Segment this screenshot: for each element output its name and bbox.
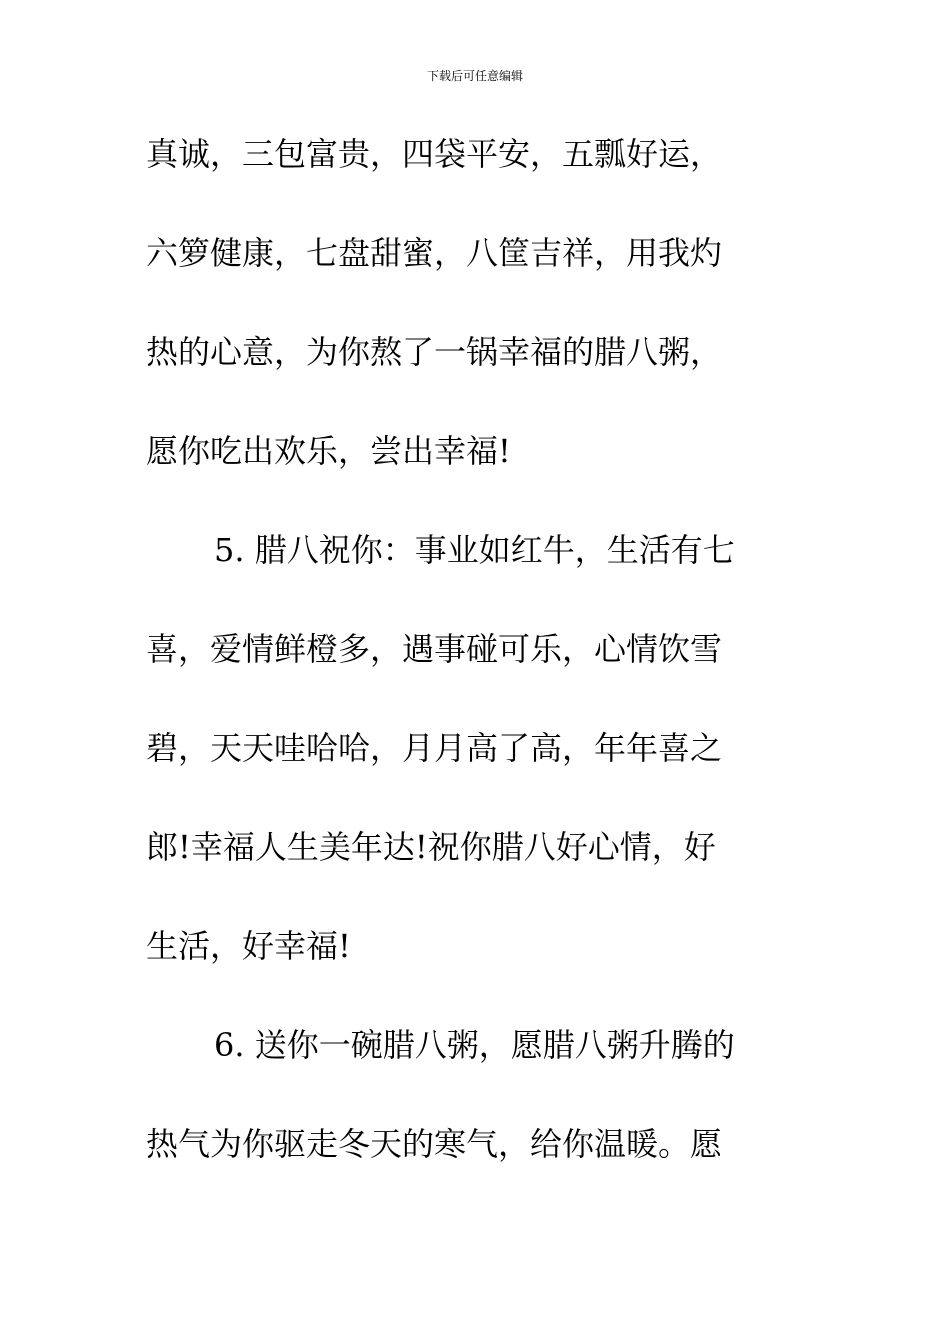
- paragraph-start-line: 5. 腊八祝你：事业如红牛，生活有七: [214, 531, 735, 569]
- text-line: 热气为你驱走冬天的寒气，给你温暖。愿: [146, 1125, 723, 1163]
- text-line: 碧，天天哇哈哈，月月高了高，年年喜之: [146, 729, 723, 767]
- text-line: 喜，爱情鲜橙多，遇事碰可乐，心情饮雪: [146, 630, 723, 668]
- text-line: 愿你吃出欢乐，尝出幸福!: [146, 432, 511, 470]
- document-body: [146, 124, 806, 1213]
- text-line: 六箩健康，七盘甜蜜，八筐吉祥，用我灼: [146, 234, 723, 272]
- text-line: 热的心意，为你熬了一锅幸福的腊八粥，: [146, 333, 723, 371]
- text-line: 生活，好幸福!: [146, 927, 351, 965]
- paragraph-start-line: 6. 送你一碗腊八粥，愿腊八粥升腾的: [214, 1026, 735, 1064]
- text-line: 真诚，三包富贵，四袋平安，五瓢好运，: [146, 135, 723, 173]
- page-header: 下载后可任意编辑: [426, 69, 523, 83]
- text-line: 郎!幸福人生美年达!祝你腊八好心情，好: [146, 828, 716, 866]
